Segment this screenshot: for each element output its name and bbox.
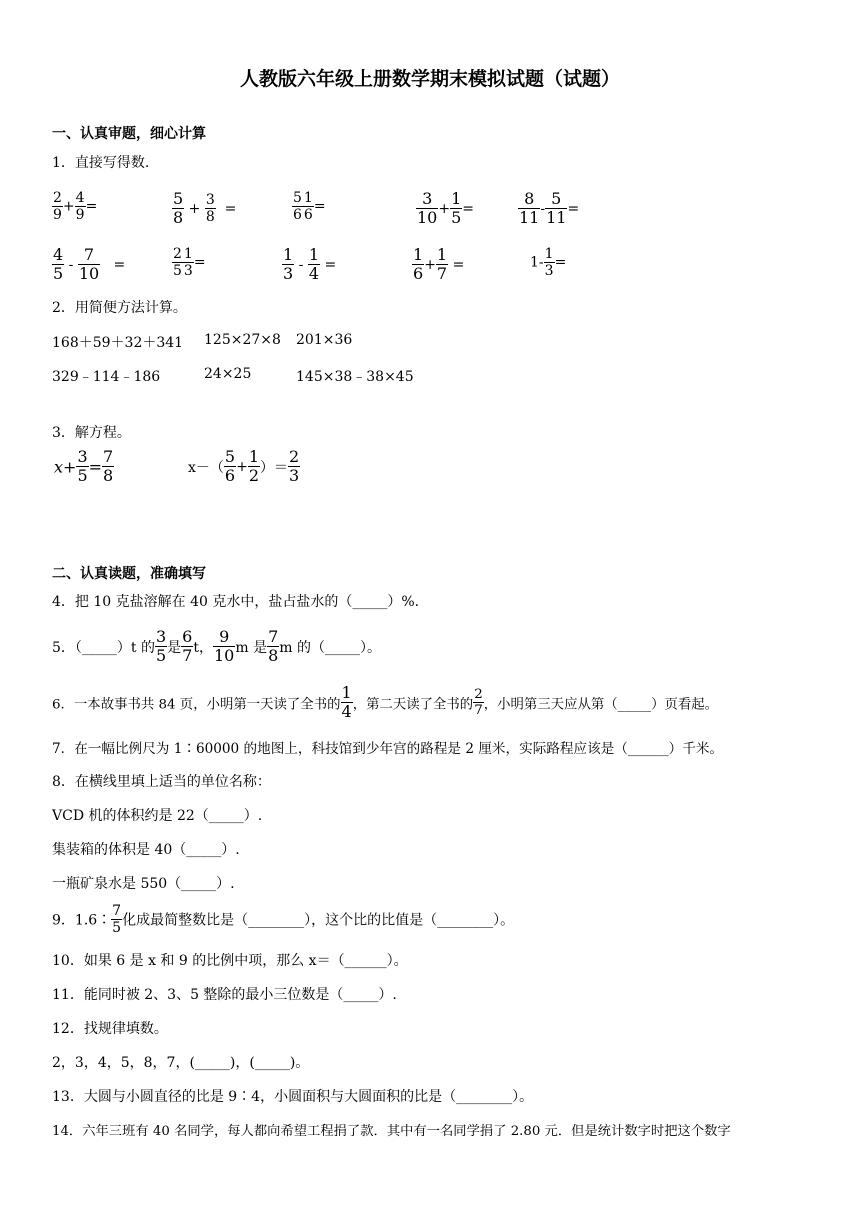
calc-item: $\frac{8}{11}$ - $\frac{5}{11}$ = xyxy=(519,189,580,228)
calc-expr: 145×38﹣38×45 xyxy=(296,369,414,385)
question-2-label: 2．用简便方法计算。 xyxy=(52,300,187,316)
question-9: 9．1.6∶ $\frac{7}{5}$ 化成最简整数比是（________），这个比的比值是（________）。 xyxy=(52,903,515,937)
calc-item: 1- $\frac{1}{3}$ = xyxy=(530,246,567,280)
question-8c: 一瓶矿泉水是 550（_____）. xyxy=(52,876,235,892)
question-12a: 2，3，4，5，8，7，(_____)，(_____)。 xyxy=(52,1055,310,1071)
question-1-label: 1．直接写得数. xyxy=(52,155,150,171)
question-5: 5．（_____）t 的 $\frac{3}{5}$ 是 $\frac{6}{7}$ t， $\frac{9}{10}$ m 是 $\frac{7}{8}$ m 的（_____）。 xyxy=(52,627,382,666)
question-8a: VCD 机的体积约是 22（_____）. xyxy=(52,808,263,824)
calc-item: $\frac{3}{10}$ + $\frac{1}{5}$ = xyxy=(417,189,475,228)
question-3-label: 3．解方程。 xyxy=(52,425,131,441)
calc-item: $\frac{5}{8}$ + $\frac{3}{8}$ = xyxy=(173,189,237,228)
calc-expr: 125×27×8 xyxy=(204,332,281,348)
question-6: 6．一本故事书共 84 页，小明第一天读了全书的 $\frac{1}{4}$ ，第二天读了全书的 $\frac{2}{7}$ ，小明第三天应从第（_____）页看起。 xyxy=(52,683,719,722)
question-4: 4．把 10 克盐溶解在 40 克水中，盐占盐水的（_____）%. xyxy=(52,594,420,610)
question-8b: 集装箱的体积是 40（_____）. xyxy=(52,842,240,858)
equation-1: x+ $\frac{3}{5}$ = $\frac{7}{8}$ xyxy=(54,447,114,486)
calc-expr: 24×25 xyxy=(204,366,252,382)
question-12: 12．找规律填数。 xyxy=(52,1021,168,1037)
calc-item: $\frac{2}{9}$ + $\frac{4}{9}$ = xyxy=(53,190,98,224)
calc-item: $\frac{5}{6}$ $\frac{1}{6}$ = xyxy=(293,190,326,224)
calc-item: $\frac{4}{5}$ - $\frac{7}{10}$ = xyxy=(53,245,126,284)
calc-item: $\frac{1}{3}$ - $\frac{1}{4}$ = xyxy=(283,245,337,284)
question-14: 14．六年三班有 40 名同学，每人都向希望工程捐了款．其中有一名同学捐了 2.80 元．但是统计数字时把这个数字 xyxy=(52,1124,731,1139)
page-title: 人教版六年级上册数学期末模拟试题（试题） xyxy=(239,68,620,90)
calc-expr: 201×36 xyxy=(296,332,353,348)
calc-item: $\frac{1}{6}$ + $\frac{1}{7}$ = xyxy=(413,245,465,284)
calc-item: $\frac{2}{5}$ $\frac{1}{3}$ = xyxy=(173,246,206,280)
question-11: 11．能同时被 2、3、5 整除的最小三位数是（_____）. xyxy=(52,987,397,1003)
section-heading-2: 二、认真读题，准确填写 xyxy=(52,566,206,582)
question-10: 10．如果 6 是 x 和 9 的比例中项，那么 x＝（______）。 xyxy=(52,953,408,969)
question-8: 8．在横线里填上适当的单位名称： xyxy=(52,774,271,790)
section-heading-1: 一、认真审题，细心计算 xyxy=(52,126,206,142)
calc-expr: 168＋59＋32＋341 xyxy=(52,335,184,351)
calc-expr: 329﹣114﹣186 xyxy=(52,369,161,385)
equation-2: x－（ $\frac{5}{6}$ + $\frac{1}{2}$ ）＝ $\frac{2}{3}$ xyxy=(188,447,300,486)
question-7: 7．在一幅比例尺为 1∶60000 的地图上，科技馆到少年宫的路程是 2 厘米，实际路程应该是（______）千米。 xyxy=(52,741,724,757)
question-13: 13．大圆与小圆直径的比是 9∶4，小圆面积与大圆面积的比是（________）。 xyxy=(52,1089,534,1105)
